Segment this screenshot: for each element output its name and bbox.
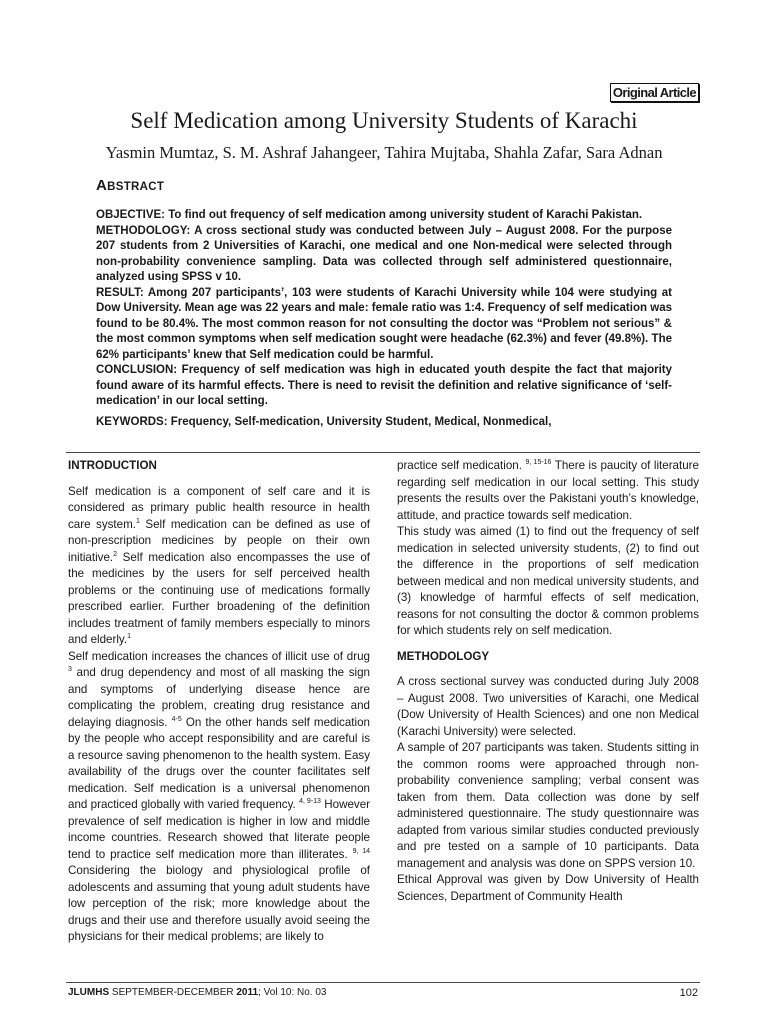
- introduction-heading: INTRODUCTION: [68, 459, 157, 472]
- abstract-conclusion: CONCLUSION: Frequency of self medication was high in educated youth despite the fact that majority found aware of its harmful effects. There is need to revisit the definition and relative significance of ‘self-medication’ in our local setting.: [96, 364, 672, 407]
- methodology-paragraph-3: Ethical Approval was given by Dow University of Health Sciences, Department of Community Health: [397, 873, 699, 903]
- page-footer: [68, 986, 700, 1000]
- right-column: [397, 458, 699, 905]
- abstract-keywords: KEYWORDS: Frequency, Self-medication, University Student, Medical, Nonmedical,: [96, 415, 552, 428]
- methodology-paragraph-2: A sample of 207 participants was taken. Students sitting in the common rooms were approached through non-probability convenience sampling; verbal consent was taken from them. Data collection was done by self administered questionnaire. The study questionnaire was adapted from various similar studies conducted previously and pre tested on a sample of 10 participants. Data management and analysis was done on SPPS version 10.: [397, 741, 699, 870]
- left-column: [68, 458, 370, 946]
- intro-paragraph-1: Self medication is a component of self care and it is considered as primary public health resource in health care system.$^1$ Self medication can be defined as use of non-prescription medicines by people on their own initiative.$^2$ Self medication also encompasses the use of the medicines by the users for self perceived health problems or the continuing use of medications formally prescribed earlier. Further broadening of the definition includes treatment of family members especially to minors and elderly.$^1$: [68, 484, 371, 646]
- study-aims-paragraph: This study was aimed (1) to find out the frequency of self medication in selected university students, (2) to find out the difference in the proportions of self medication between medical and non medical university students, and (3) knowledge of harmful effects of self medication, reasons for not consulting the doctor & common problems for which students rely on self medication.: [397, 525, 699, 637]
- abstract-heading: ABSTRACT: [96, 177, 165, 194]
- intro-paragraph-2: Self medication increases the chances of illicit use of drug $^3$ and drug dependency and most of all masking the sign and symptoms of underlying disease hence are complicating the problem, creating drug resistance and delaying diagnosis. $^{4-5}$ On the other hands self medication by the people who accept responsibility and are careful is a resource saving phenomenon to the health system. Easy availability of the drugs over the counter facilitates self medication. Self medication is a universal phenomenon and practiced globally with varied frequency. $^{4, 9-13}$ However prevalence of self medication is higher in low and middle income countries. Research showed that literate people tend to practice self medication more than illiterates. $^{9, 14}$ Considering the biology and physiological profile of adolescents and assuming that young adult students have low perception of the risk; more knowledge about the drugs and their use and therefore usually avoid seeing the physicians for their medical problems; are likely to: [68, 649, 371, 943]
- methodology-paragraph-1: A cross sectional survey was conducted during July 2008 – August 2008. Two universities of Karachi, one Medical (Dow University of Health Sciences) and one non Medical (Karachi University) were selected.: [397, 675, 699, 738]
- author-list: Yasmin Mumtaz, S. M. Ashraf Jahangeer, Tahira Mujtaba, Shahla Zafar, Sara Adnan: [105, 143, 663, 162]
- page-number: 102: [679, 987, 698, 999]
- methodology-heading: METHODOLOGY: [397, 649, 490, 663]
- issue-date: SEPTEMBER-DECEMBER: [109, 987, 237, 998]
- article-title: Self Medication among University Students of Karachi: [130, 108, 638, 133]
- footer-divider: [66, 982, 700, 983]
- issue-year: 2011: [236, 987, 259, 998]
- journal-name: JLUMHS: [68, 987, 110, 998]
- abstract-methodology: METHODOLOGY: A cross sectional study was conducted between July – August 2008. For the purpose 207 students from 2 Universities of Karachi, one medical and one Non-medical were selected through non-probability convenience sampling. Data was collected through self administered questionnaire, analyzed using SPSS v 10.: [96, 224, 672, 283]
- abstract-result: RESULT: Among 207 participants’, 103 were students of Karachi University while 104 were studying at Dow University. Mean age was 22 years and male: female ratio was 1:4. Frequency of self medication was found to be 80.4%. The most common reason for not consulting the doctor was “Problem not serious” & the most common symptoms when self medication sought were headache (62.3%) and fever (49.8%). The 62% participants’ knew that Self medication could be harmful.: [96, 286, 672, 361]
- article-type-badge: Original Article: [610, 83, 699, 102]
- abstract-section: [96, 176, 672, 430]
- issue-volume: ; Vol 10: No. 03: [258, 987, 327, 998]
- section-divider: [66, 452, 700, 453]
- abstract-objective: OBJECTIVE: To find out frequency of self medication among university student of Karachi Pakistan.: [96, 209, 643, 221]
- intro-paragraph-3: practice self medication. $^{9, 15-16}$ There is paucity of literature regarding self medication in our local setting. This study presents the results over the Pakistani youth’s knowledge, attitude, and practice towards self medication.: [397, 459, 699, 522]
